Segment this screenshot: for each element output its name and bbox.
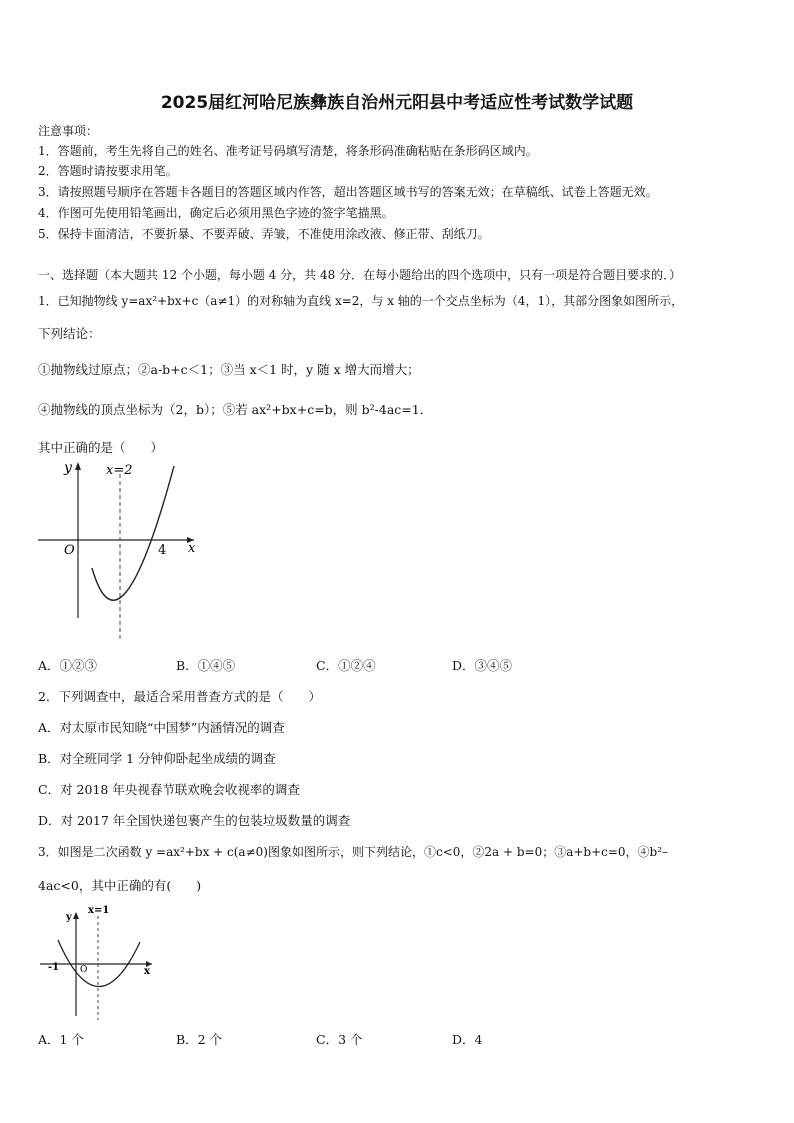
origin-label: O — [80, 965, 88, 975]
q3-graph — [36, 902, 162, 1022]
x-label: x — [188, 541, 196, 556]
symmetry-label: x=1 — [88, 905, 110, 916]
q3-line2: 4ac<0，其中正确的有( ) — [38, 878, 202, 893]
y-axis-arrow — [75, 462, 81, 470]
notice-item: 4．作图可先使用铅笔画出，确定后必须用黑色字迹的签字笔描黑。 — [38, 206, 394, 220]
q2-option-a[interactable]: A．对太原市民知晓“中国梦”内涵情况的调查 — [38, 720, 285, 735]
notice-item: 5．保持卡面清洁，不要折暴、不要弄破、弄皱，不准使用涂改液、修正带、刮纸刀。 — [38, 227, 490, 241]
q1-option-c[interactable]: C．①②④ — [316, 658, 376, 673]
section-heading: 一、选择题（本大题共 12 个小题，每小题 4 分，共 48 分．在每小题给出的四个选项中，只有一项是符合题目要求的．） — [38, 268, 682, 282]
tick-label: -1 — [48, 962, 60, 973]
notice-heading: 注意事项： — [38, 124, 99, 138]
q1-line2: 下列结论： — [38, 326, 101, 341]
q1-line3: ①抛物线过原点；②a-b+c＜1；③当 x＜1 时，y 随 x 增大而增大； — [38, 362, 420, 377]
q1-option-b[interactable]: B．①④⑤ — [176, 658, 236, 673]
symmetry-label: x=2 — [106, 463, 133, 478]
y-label: y — [64, 460, 72, 476]
q3-stem: 3．如图是二次函数 y =ax²+bx + c(a≠0)图象如图所示，则下列结论，①c<0，②2a + b=0；③a+b+c=0，④b²– — [38, 845, 669, 859]
q3-option-c[interactable]: C．3 个 — [316, 1032, 363, 1047]
notice-item: 1．答题前，考生先将自己的姓名、准考证号码填写清楚，将条形码准确粘贴在条形码区域内。 — [38, 144, 538, 158]
q1-line5: 其中正确的是（ ） — [38, 440, 164, 455]
notice-item: 2．答题时请按要求用笔。 — [38, 164, 178, 178]
q2-option-c[interactable]: C．对 2018 年央视春节联欢晚会收视率的调查 — [38, 782, 300, 797]
origin-label: O — [64, 543, 75, 558]
q2-stem: 2．下列调查中，最适合采用普查方式的是（ ） — [38, 689, 321, 704]
q1-option-a[interactable]: A．①②③ — [38, 658, 98, 673]
y-label: y — [66, 912, 72, 923]
q3-option-a[interactable]: A．1 个 — [38, 1032, 84, 1047]
q1-stem: 1．已知抛物线 y=ax²+bx+c（a≠1）的对称轴为直线 x=2，与 x 轴的一个交点坐标为（4，1），其部分图象如图所示， — [38, 294, 684, 308]
tick-label: 4 — [158, 543, 167, 558]
x-label: x — [144, 966, 150, 977]
notice-item: 3．请按照题号顺序在答题卡各题目的答题区域内作答，超出答题区域书写的答案无效；在草稿纸、试卷上答题无效。 — [38, 185, 658, 199]
q3-option-d[interactable]: D．4 — [452, 1032, 483, 1047]
q2-option-d[interactable]: D．对 2017 年全国快递包裹产生的包装垃圾数量的调查 — [38, 813, 351, 828]
q1-option-d[interactable]: D．③④⑤ — [452, 658, 513, 673]
page-title: 2025届红河哈尼族彝族自治州元阳县中考适应性考试数学试题 — [160, 93, 634, 113]
parabola-curve — [92, 466, 174, 600]
q2-option-b[interactable]: B．对全班同学 1 分钟仰卧起坐成绩的调查 — [38, 751, 276, 766]
q3-option-b[interactable]: B．2 个 — [176, 1032, 223, 1047]
parabola-curve — [58, 940, 140, 987]
y-axis-arrow — [73, 912, 79, 919]
q1-line4: ④抛物线的顶点坐标为（2，b）；⑤若 ax²+bx+c=b，则 b²-4ac=1． — [38, 402, 433, 417]
q1-graph — [34, 456, 214, 646]
